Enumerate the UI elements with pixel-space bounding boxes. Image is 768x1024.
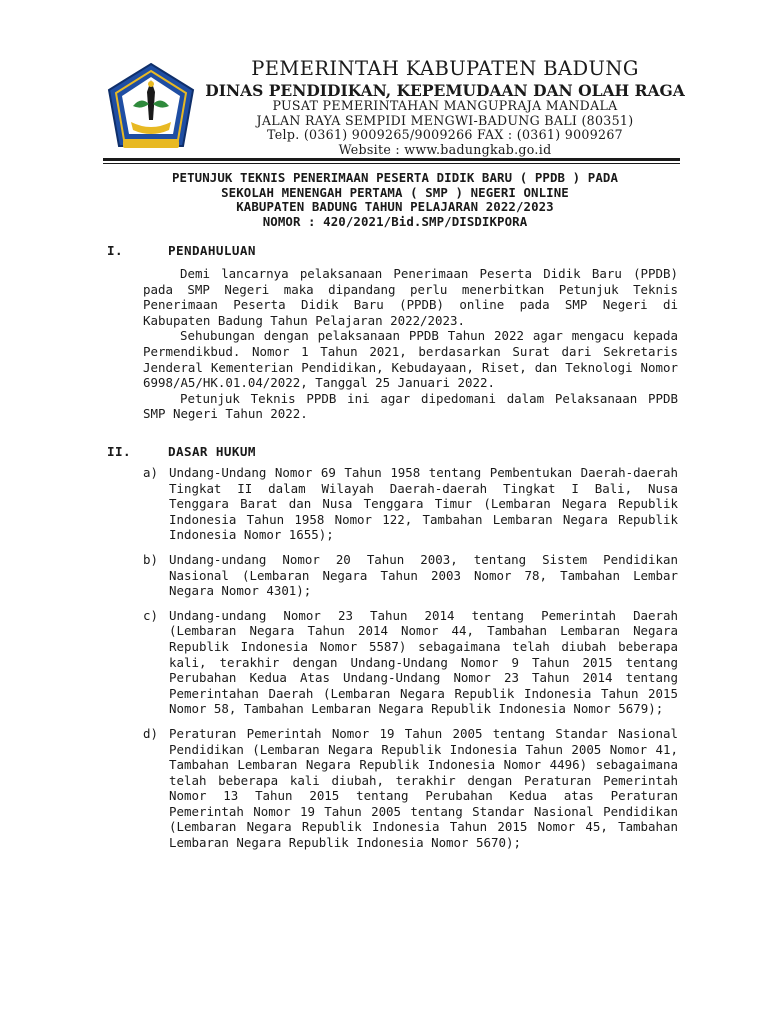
badung-regency-emblem-icon — [103, 60, 199, 156]
list-marker: d) — [143, 725, 158, 741]
section-1-heading: PENDAHULUAN — [168, 243, 256, 258]
list-item — [143, 552, 678, 599]
letterhead-divider-thick — [103, 158, 680, 161]
list-item — [143, 465, 678, 543]
section-2-number: II. — [107, 444, 131, 459]
letterhead-phone-fax: Telp. (0361) 9009265/9009266 FAX : (0361) 9009267 — [267, 127, 623, 143]
title-line-3: KABUPATEN BADUNG TAHUN PELAJARAN 2022/2023 — [236, 199, 554, 214]
list-item — [143, 726, 678, 851]
list-marker: b) — [143, 551, 158, 567]
paragraph: Sehubungan dengan pelaksanaan PPDB Tahun 2022 agar mengacu kepada Permendikbud. Nomor 1 Tahun 2021, berdasarkan Surat dari Sekretaris Jenderal Kementerian Pendidikan, Kebudayaan, Riset, dan Teknologi Nomor 6998/A5/HK.01.04/2022, Tanggal 25 Januari 2022. — [143, 328, 678, 391]
list-item-text: Undang-Undang Nomor 69 Tahun 1958 tentang Pembentukan Daerah-daerah Tingkat II dalam Wilayah Daerah-daerah Tingkat I Bali, Nusa Tenggara Barat dan Nusa Tenggara Timur (Lembaran Negara Republik Indonesia Tahun 1958 Nomor 122, Tambahan Lembaran Negara Republik Indonesia Nomor 1655); — [169, 465, 678, 543]
letterhead-agency-name: DINAS PENDIDIKAN, KEPEMUDAAN DAN OLAH RAGA — [205, 80, 685, 100]
legal-basis-list — [143, 465, 678, 860]
list-item-text: Peraturan Pemerintah Nomor 19 Tahun 2005 tentang Standar Nasional Pendidikan (Lembaran Negara Republik Indonesia Tahun 2005 Nomor 41, Tambahan Lembaran Negara Republik Indonesia Nomor 4496) sebagaimana telah beberapa kali diubah, terakhir dengan Peraturan Pemerintah Nomor 13 Tahun 2015 tentang Perubahan Kedua atas Peraturan Pemerintah Nomor 19 Tahun 2005 tentang Standar Nasional Pendidikan (Lembaran Negara Republik Indonesia Tahun 2015 Nomor 45, Tambahan Lembaran Negara Republik Indonesia Nomor 5670); — [169, 725, 678, 851]
title-line-2: SEKOLAH MENENGAH PERTAMA ( SMP ) NEGERI ONLINE — [221, 184, 569, 200]
list-marker: c) — [143, 607, 158, 623]
list-item-text: Undang-undang Nomor 23 Tahun 2014 tentang Pemerintah Daerah (Lembaran Negara Tahun 2014 Nomor 44, Tambahan Lembaran Negara Republik Indonesia Nomor 5587) sebagaimana telah diubah beberapa kali, terakhir dengan Undang-Undang Nomor 9 Tahun 2015 tentang Perubahan Kedua Atas Undang-Undang Nomor 23 Tahun 2014 tentang Pemerintahan Daerah (Lembaran Negara Republik Indonesia Tahun 2015 Nomor 58, Tambahan Lembaran Negara Republik Indonesia Nomor 5679); — [169, 607, 678, 717]
letterhead-address: JALAN RAYA SEMPIDI MENGWI-BADUNG BALI (80351) — [256, 112, 634, 128]
list-item — [143, 608, 678, 717]
list-item-text: Undang-undang Nomor 20 Tahun 2003, tentang Sistem Pendidikan Nasional (Lembaran Negara Tahun 2003 Nomor 78, Tambahan Lembar Negara Nomor 4301); — [169, 551, 678, 599]
letterhead-office-complex: PUSAT PEMERINTAHAN MANGUPRAJA MANDALA — [272, 98, 618, 113]
title-document-number: NOMOR : 420/2021/Bid.SMP/DISDIKPORA — [262, 213, 528, 229]
section-1-body — [143, 266, 678, 422]
document-title — [140, 171, 650, 229]
title-line-1: PETUNJUK TEKNIS PENERIMAAN PESERTA DIDIK BARU ( PPDB ) PADA — [171, 170, 619, 185]
paragraph: Petunjuk Teknis PPDB ini agar dipedomani dalam Pelaksanaan PPDB SMP Negeri Tahun 2022. — [143, 390, 678, 422]
letterhead-divider-thin — [103, 163, 680, 164]
letterhead — [200, 55, 690, 156]
paragraph: Demi lancarnya pelaksanaan Penerimaan Peserta Didik Baru (PPDB) pada SMP Negeri maka dipandang perlu menerbitkan Petunjuk Teknis Penerimaan Peserta Didik Baru (PPDB) online pada SMP Negeri di Kabupaten Badung Tahun Pelajaran 2022/2023. — [143, 266, 678, 328]
letterhead-government-name: PEMERINTAH KABUPATEN BADUNG — [251, 57, 639, 80]
letterhead-website: Website : www.badungkab.go.id — [338, 141, 552, 157]
section-1-number: I. — [107, 243, 123, 258]
section-2-heading: DASAR HUKUM — [168, 444, 256, 459]
list-marker: a) — [143, 465, 158, 480]
